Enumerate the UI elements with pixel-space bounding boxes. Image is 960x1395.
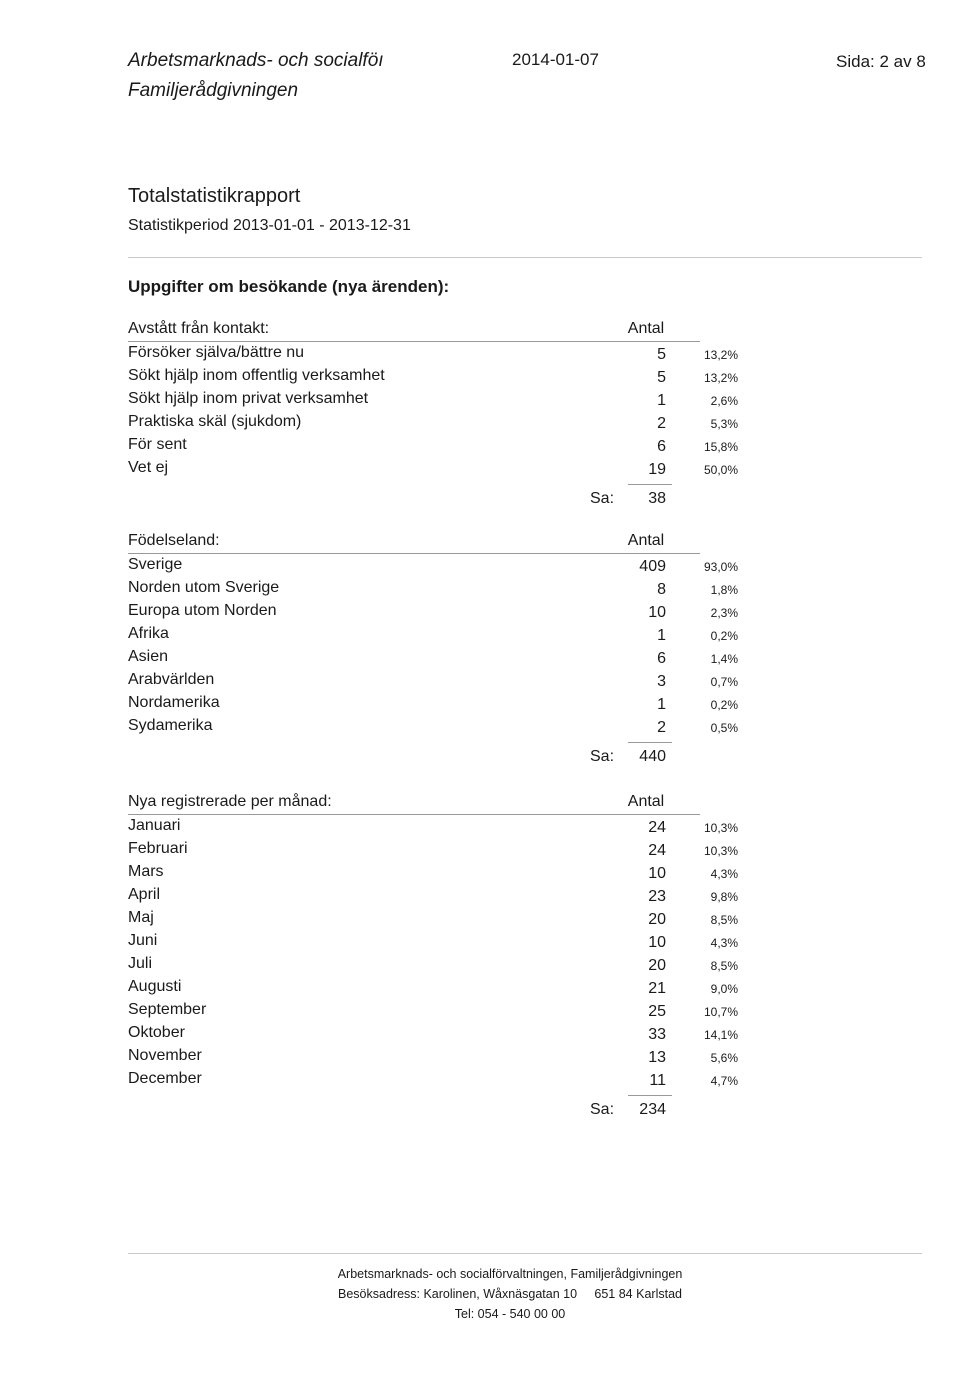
column-header-antal: Antal bbox=[627, 532, 665, 549]
row-percentage: 50,0% bbox=[703, 463, 738, 477]
row-label: Europa utom Norden bbox=[128, 602, 277, 619]
sum-label: Sa: bbox=[590, 490, 615, 507]
header-divider bbox=[128, 257, 922, 258]
row-count: 10 bbox=[648, 604, 666, 621]
table-row bbox=[0, 344, 960, 367]
row-count: 5 bbox=[657, 346, 666, 363]
sum-value: 440 bbox=[639, 748, 666, 765]
row-count: 20 bbox=[648, 957, 666, 974]
row-count: 5 bbox=[657, 369, 666, 386]
row-count: 13 bbox=[648, 1049, 666, 1066]
row-label: För sent bbox=[128, 436, 187, 453]
table-row bbox=[0, 694, 960, 717]
table-row bbox=[0, 602, 960, 625]
table-row bbox=[0, 717, 960, 740]
table-row bbox=[0, 367, 960, 390]
row-count: 23 bbox=[648, 888, 666, 905]
footer-divider bbox=[128, 1253, 922, 1254]
row-percentage: 4,3% bbox=[710, 936, 738, 950]
sum-label: Sa: bbox=[590, 748, 615, 765]
row-count: 6 bbox=[657, 438, 666, 455]
row-percentage: 4,3% bbox=[710, 867, 738, 881]
row-label: Norden utom Sverige bbox=[128, 579, 280, 596]
section-divider bbox=[128, 341, 700, 342]
row-label: Sökt hjälp inom privat verksamhet bbox=[128, 390, 369, 407]
footer-organization: Arbetsmarknads- och socialförvaltningen, Familjerådgivningen bbox=[337, 1267, 683, 1281]
row-percentage: 9,0% bbox=[710, 982, 738, 996]
row-percentage: 15,8% bbox=[703, 440, 738, 454]
table-row bbox=[0, 671, 960, 694]
row-label: Januari bbox=[128, 817, 181, 834]
row-label: Februari bbox=[128, 840, 188, 857]
row-label: Arabvärlden bbox=[128, 671, 215, 688]
row-percentage: 8,5% bbox=[710, 959, 738, 973]
table-row bbox=[0, 886, 960, 909]
section-title: Avstått från kontakt: bbox=[128, 320, 270, 337]
row-count: 1 bbox=[657, 392, 666, 409]
table-row bbox=[0, 556, 960, 579]
table-row bbox=[0, 390, 960, 413]
row-count: 11 bbox=[649, 1072, 666, 1089]
table-row bbox=[0, 1070, 960, 1093]
row-percentage: 0,2% bbox=[710, 629, 738, 643]
footer-address: Besöksadress: Karolinen, Wåxnäsgatan 10 651 84 Karlstad bbox=[338, 1287, 682, 1301]
row-percentage: 1,4% bbox=[710, 652, 738, 666]
row-percentage: 8,5% bbox=[710, 913, 738, 927]
row-percentage: 2,6% bbox=[710, 394, 738, 408]
row-percentage: 5,3% bbox=[710, 417, 738, 431]
row-count: 33 bbox=[648, 1026, 666, 1043]
table-row bbox=[0, 459, 960, 482]
sum-divider bbox=[628, 1095, 672, 1096]
row-count: 6 bbox=[657, 650, 666, 667]
row-label: Mars bbox=[128, 863, 164, 880]
report-period: Statistikperiod 2013-01-01 - 2013-12-31 bbox=[128, 217, 411, 234]
row-count: 19 bbox=[648, 461, 666, 478]
table-row bbox=[0, 909, 960, 932]
table-row bbox=[0, 863, 960, 886]
section-title: Födelseland: bbox=[128, 532, 220, 549]
sum-value: 38 bbox=[648, 490, 666, 507]
column-header-antal: Antal bbox=[627, 320, 665, 337]
row-percentage: 10,3% bbox=[703, 844, 738, 858]
table-row bbox=[0, 436, 960, 459]
row-count: 409 bbox=[639, 558, 666, 575]
row-label: Maj bbox=[128, 909, 154, 926]
row-percentage: 1,8% bbox=[710, 583, 738, 597]
row-percentage: 0,5% bbox=[710, 721, 738, 735]
row-percentage: 13,2% bbox=[703, 348, 738, 362]
row-percentage: 10,3% bbox=[703, 821, 738, 835]
table-row bbox=[0, 579, 960, 602]
row-percentage: 13,2% bbox=[703, 371, 738, 385]
table-row bbox=[0, 978, 960, 1001]
row-count: 1 bbox=[657, 627, 666, 644]
table-row bbox=[0, 1024, 960, 1047]
footer-phone: Tel: 054 - 540 00 00 bbox=[454, 1307, 566, 1321]
row-count: 10 bbox=[648, 934, 666, 951]
row-count: 1 bbox=[657, 696, 666, 713]
row-count: 2 bbox=[657, 719, 666, 736]
table-row bbox=[0, 625, 960, 648]
section-heading: Uppgifter om besökande (nya ärenden): bbox=[128, 277, 450, 296]
row-count: 24 bbox=[648, 842, 666, 859]
row-percentage: 0,2% bbox=[710, 698, 738, 712]
column-header-antal: Antal bbox=[627, 793, 665, 810]
row-percentage: 14,1% bbox=[703, 1028, 738, 1042]
row-label: Asien bbox=[128, 648, 169, 665]
table-row bbox=[0, 817, 960, 840]
sum-divider bbox=[628, 742, 672, 743]
table-row bbox=[0, 840, 960, 863]
row-count: 21 bbox=[648, 980, 666, 997]
page-number: Sida: 2 av 8 bbox=[836, 52, 926, 71]
table-row bbox=[0, 1001, 960, 1024]
section-divider bbox=[128, 814, 700, 815]
table-row bbox=[0, 648, 960, 671]
row-label: Nordamerika bbox=[128, 694, 220, 711]
row-percentage: 5,6% bbox=[710, 1051, 738, 1065]
row-percentage: 9,8% bbox=[710, 890, 738, 904]
row-label: November bbox=[128, 1047, 202, 1064]
row-label: December bbox=[128, 1070, 202, 1087]
row-label: Afrika bbox=[128, 625, 169, 642]
row-percentage: 0,7% bbox=[710, 675, 738, 689]
row-percentage: 93,0% bbox=[703, 560, 738, 574]
row-label: Sydamerika bbox=[128, 717, 213, 734]
header-organization: Arbetsmarknads- och socialföı bbox=[128, 50, 384, 71]
row-label: Sökt hjälp inom offentlig verksamhet bbox=[128, 367, 385, 384]
row-label: Sverige bbox=[128, 556, 183, 573]
row-percentage: 10,7% bbox=[703, 1005, 738, 1019]
row-label: September bbox=[128, 1001, 207, 1018]
row-label: Augusti bbox=[128, 978, 182, 995]
row-count: 3 bbox=[657, 673, 666, 690]
section-divider bbox=[128, 553, 700, 554]
row-label: Vet ej bbox=[128, 459, 169, 476]
row-label: Oktober bbox=[128, 1024, 185, 1041]
row-count: 10 bbox=[648, 865, 666, 882]
header-department: Familjerådgivningen bbox=[128, 80, 299, 101]
row-count: 25 bbox=[648, 1003, 666, 1020]
section-title: Nya registrerade per månad: bbox=[128, 793, 332, 810]
table-row bbox=[0, 932, 960, 955]
table-row bbox=[0, 413, 960, 436]
row-label: Försöker själva/bättre nu bbox=[128, 344, 305, 361]
row-percentage: 2,3% bbox=[710, 606, 738, 620]
report-title: Totalstatistikrapport bbox=[128, 185, 301, 207]
row-count: 2 bbox=[657, 415, 666, 432]
table-row bbox=[0, 1047, 960, 1070]
table-row bbox=[0, 955, 960, 978]
header-date: 2014-01-07 bbox=[512, 50, 599, 69]
row-label: Juli bbox=[128, 955, 153, 972]
row-count: 8 bbox=[657, 581, 666, 598]
row-count: 20 bbox=[648, 911, 666, 928]
row-count: 24 bbox=[648, 819, 666, 836]
row-percentage: 4,7% bbox=[710, 1074, 738, 1088]
sum-label: Sa: bbox=[590, 1101, 615, 1118]
row-label: April bbox=[128, 886, 161, 903]
sum-value: 234 bbox=[639, 1101, 666, 1118]
sum-divider bbox=[628, 484, 672, 485]
row-label: Juni bbox=[128, 932, 158, 949]
row-label: Praktiska skäl (sjukdom) bbox=[128, 413, 302, 430]
